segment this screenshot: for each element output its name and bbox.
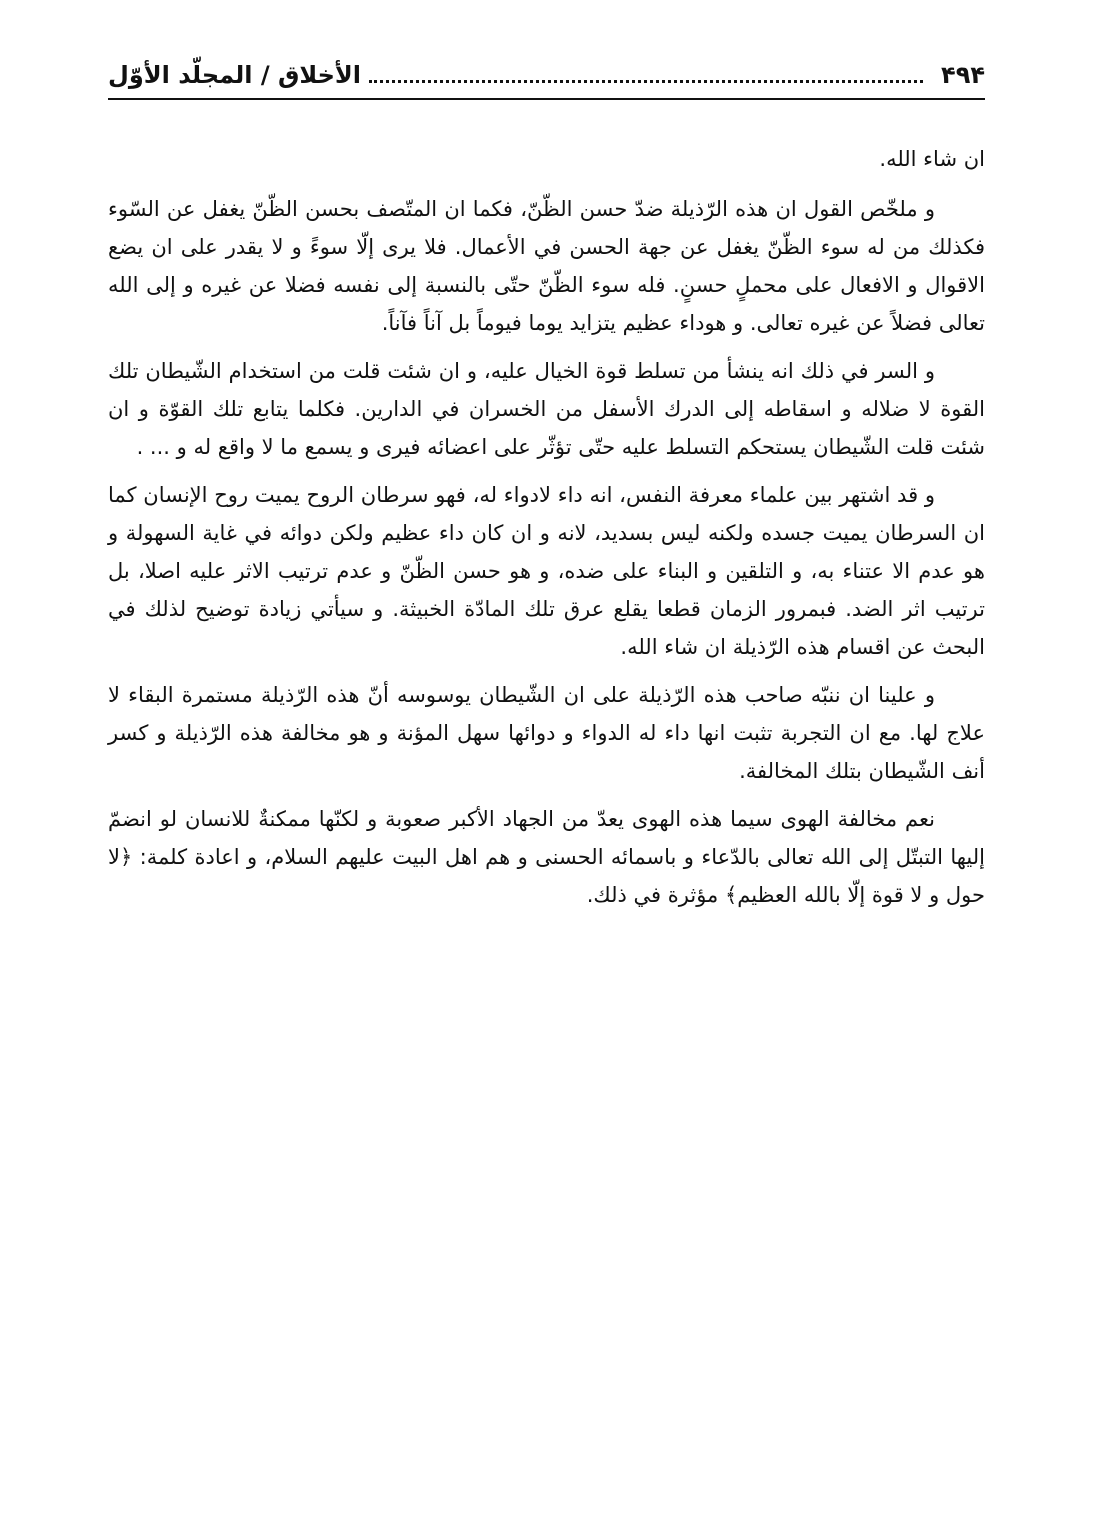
- page-number: ۴۹۴: [941, 61, 985, 89]
- paragraph: و قد اشتهر بين علماء معرفة النفس، انه داء لادواء له، فهو سرطان الروح يميت روح الإنسان كما ان السرطان يميت جسده ولكنه ليس بسديد، لانه و ان كان داء عظيم ولكن دوائه في غاية السهولة و هو عدم الا عتناء به، و التلقين و البناء على ضده، و هو حسن الظّنّ و عدم ترتيب الاثر عليه اصلا، بل ترتيب اثر الضد. فبمرور الزمان قطعا يقلع عرق تلك المادّة الخبيثة. و سيأتي زيادة توضيح لذلك في البحث عن اقسام هذه الرّذيلة ان شاء الله.: [108, 483, 985, 659]
- body-text: [108, 140, 985, 924]
- header-rule: [108, 98, 985, 100]
- paragraph: و السر في ذلك انه ينشأ من تسلط قوة الخيال عليه، و ان شئت قلت من استخدام الشّيطان تلك القوة لا ضلاله و اسقاطه إلى الدرك الأسفل من الخسران في الدارين. فكلما يتابع تلك القوّة و ان شئت قلت الشّيطان يستحكم التسلط عليه حتّى تؤثّر على اعضائه فيرى و يسمع ما لا واقع له و ... .: [108, 359, 985, 459]
- paragraph: و علينا ان ننبّه صاحب هذه الرّذيلة على ان الشّيطان يوسوسه أنّ هذه الرّذيلة مستمرة البقاء لا علاج لها. مع ان التجربة تثبت انها داء له الدواء و دوائها سهل المؤنة و هو مخالفة هذه الرّذيلة و كسر أنف الشّيطان بتلك المخالفة.: [108, 683, 985, 783]
- page-header: [108, 52, 985, 92]
- paragraph: و ملخّص القول ان هذه الرّذيلة ضدّ حسن الظّنّ، فكما ان المتّصف بحسن الظّنّ يغفل عن السّوء فكذلك من له سوء الظّنّ يغفل عن جهة الحسن في الأعمال. فلا يرى إلّا سوءً و لا يقدر على ان يضع الاقوال و الافعال على محملٍ حسنٍ. فله سوء الظّنّ حتّى بالنسبة إلى نفسه فضلا عن غيره و إلى الله تعالى فضلاً عن غيره تعالى. و هوداء عظيم يتزايد يوما فيوماً بل آناً فآناً.: [108, 197, 985, 335]
- dotted-leader: [369, 80, 923, 83]
- paragraph: ان شاء الله.: [879, 147, 985, 171]
- paragraph: نعم مخالفة الهوى سيما هذه الهوى يعدّ من الجهاد الأكبر صعوبة و لكنّها ممكنةٌ للانسان لو انضمّ إليها التبتّل إلى الله تعالى بالدّعاء و باسمائه الحسنى و هم اهل البيت عليهم السلام، و اعادة كلمة: ﴿لا حول و لا قوة إلّا بالله العظيم﴾ مؤثرة في ذلك.: [108, 807, 985, 907]
- running-title: الأخلاق / المجلّد الأوّل: [108, 61, 362, 89]
